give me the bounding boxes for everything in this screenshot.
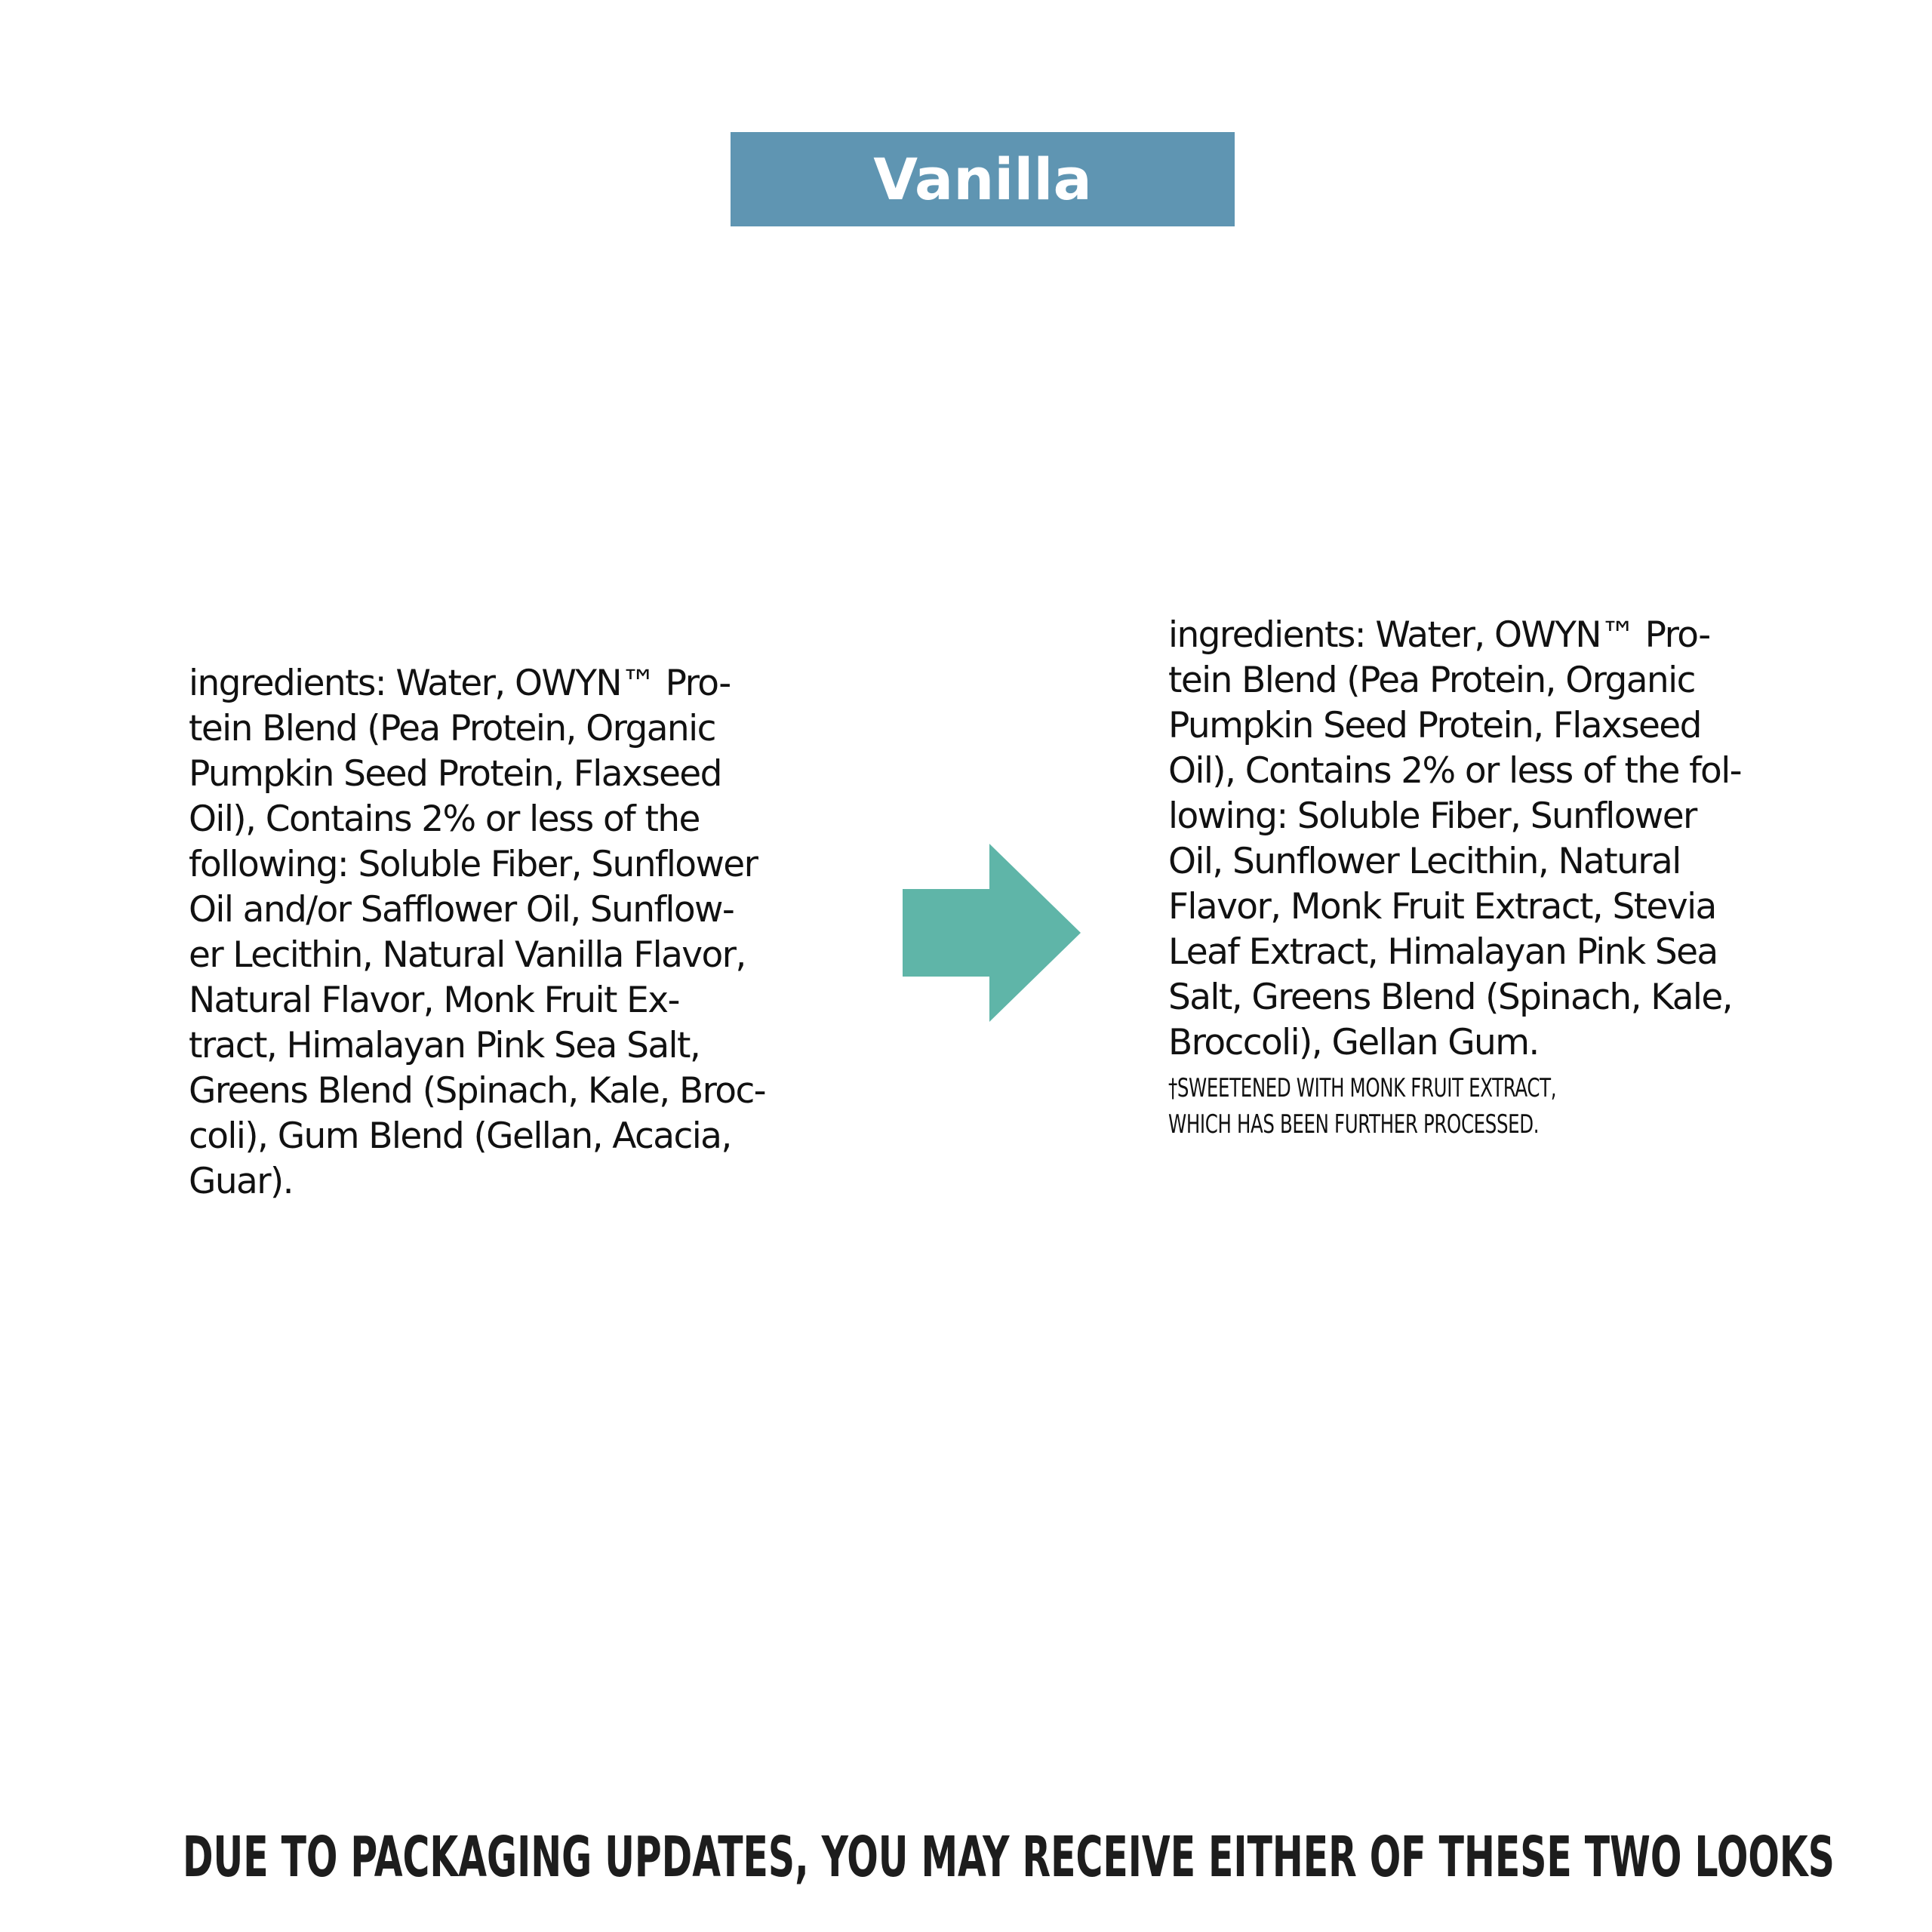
new-ingredients-line: Flavor, Monk Fruit Extract, Stevia xyxy=(1168,886,1716,928)
new-ingredients-line: Salt, Greens Blend (Spinach, Kale, xyxy=(1168,977,1733,1018)
new-ingredients-line: ingredients: Water, OWYN™ Pro- xyxy=(1168,614,1710,656)
new-ingredients-line: tein Blend (Pea Protein, Organic xyxy=(1168,660,1695,701)
flavor-banner xyxy=(731,132,1235,226)
packaging-disclaimer: DUE TO PACKAGING UPDATES, YOU MAY RECEIVE EITHER OF THESE TWO LOOKS xyxy=(183,1825,1835,1890)
old-ingredients-line: coli), Gum Blend (Gellan, Acacia, xyxy=(189,1115,731,1157)
old-ingredients-line: Guar). xyxy=(189,1161,294,1202)
new-ingredients-line: Broccoli), Gellan Gum. xyxy=(1168,1022,1539,1063)
old-ingredients-text xyxy=(189,661,808,1204)
new-ingredients-line: Oil), Contains 2% or less of the fol- xyxy=(1168,750,1742,792)
old-ingredients-line: Pumpkin Seed Protein, Flaxseed xyxy=(189,753,721,795)
right-arrow-icon xyxy=(903,844,1081,1022)
old-ingredients-line: Natural Flavor, Monk Fruit Ex- xyxy=(189,980,679,1021)
new-ingredients-line: lowing: Soluble Fiber, Sunflower xyxy=(1168,795,1697,837)
old-ingredients-line: tein Blend (Pea Protein, Organic xyxy=(189,708,715,749)
flavor-title: Vanilla xyxy=(873,146,1092,213)
old-ingredients-line: Oil), Contains 2% or less of the xyxy=(189,798,700,840)
old-ingredients-line: following: Soluble Fiber, Sunflower xyxy=(189,844,758,885)
old-ingredients-line: Greens Blend (Spinach, Kale, Broc- xyxy=(189,1070,766,1112)
new-ingredients-line: Leaf Extract, Himalayan Pink Sea xyxy=(1168,931,1718,973)
old-ingredients-line: Oil and/or Safflower Oil, Sunflow- xyxy=(189,889,734,931)
footnote-line: †SWEETENED WITH MONK FRUIT EXTRACT, xyxy=(1168,1073,1557,1103)
new-ingredients-line: Oil, Sunflower Lecithin, Natural xyxy=(1168,841,1681,882)
new-ingredients-text xyxy=(1168,613,1795,1066)
new-ingredients-line: Pumpkin Seed Protein, Flaxseed xyxy=(1168,705,1701,746)
old-ingredients-line: tract, Himalayan Pink Sea Salt, xyxy=(189,1025,700,1066)
footnote-line: WHICH HAS BEEN FURTHER PROCESSED. xyxy=(1168,1109,1540,1140)
old-ingredients-line: er Lecithin, Natural Vanilla Flavor, xyxy=(189,934,746,976)
sweetener-footnote xyxy=(1168,1070,1556,1143)
old-ingredients-line: ingredients: Water, OWYN™ Pro- xyxy=(189,663,731,704)
